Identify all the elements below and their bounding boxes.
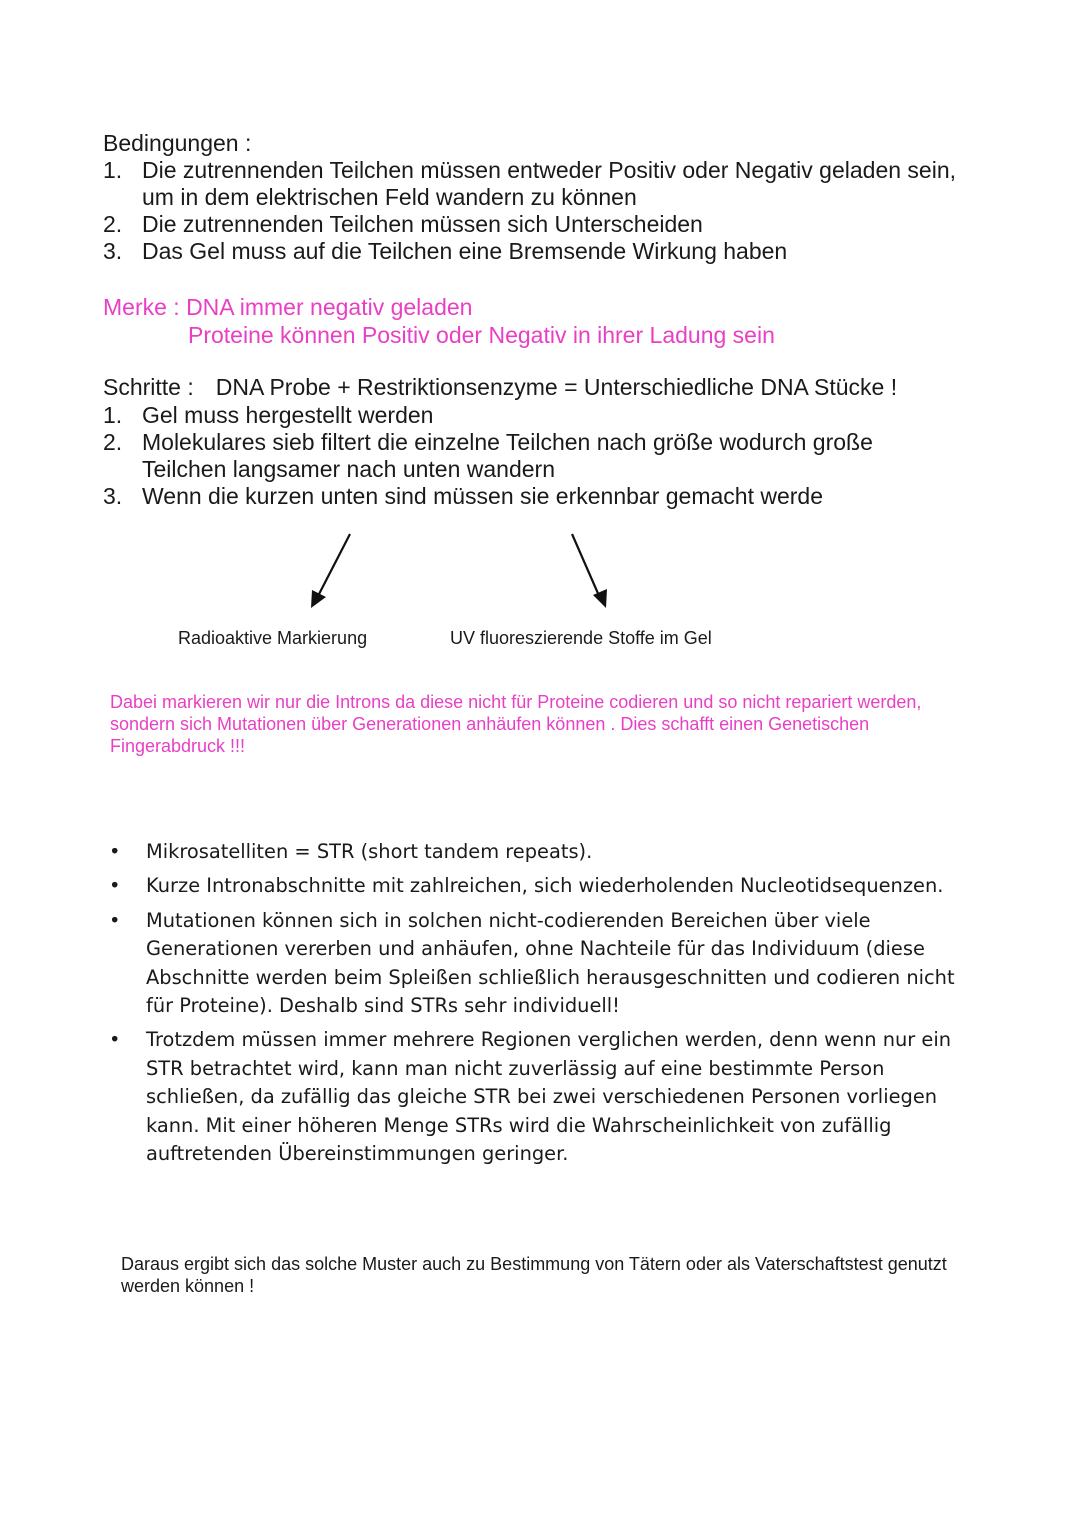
method-uv: UV fluoreszierende Stoffe im Gel: [450, 628, 712, 648]
list-text: Die zutrennenden Teilchen müssen sich Unterscheiden: [142, 211, 703, 237]
bedingungen-list: [103, 157, 993, 265]
list-text: Gel muss hergestellt werden: [142, 402, 434, 428]
list-number: 1.: [103, 402, 123, 428]
arrow-down-left-icon: [311, 534, 350, 608]
list-item: [103, 157, 993, 211]
list-item: [105, 838, 985, 866]
dabei-note: Dabei markieren wir nur die Introns da diese nicht für Proteine codieren und so nicht repariert werden, sondern sich Mutationen über Generationen anhäufen können . Dies schafft einen Genetischen Fingerabdruck !!!: [110, 692, 922, 756]
list-item: [103, 483, 913, 510]
list-item: [105, 907, 985, 1021]
list-number: 2.: [103, 429, 123, 455]
list-item: [103, 429, 913, 483]
bullet-icon: •: [109, 840, 121, 863]
merke-note: [103, 293, 775, 349]
bullet-icon: •: [109, 1028, 121, 1052]
list-item: [105, 872, 985, 900]
schritte-heading: [103, 374, 897, 401]
bullet-text: Trotzdem müssen immer mehrere Regionen verglichen werden, denn wenn nur ein STR betrachtet wird, kann man nicht zuverlässig auf eine bestimmte Person schließen, da zufällig das gleiche STR bei zwei verschiedenen Personen vorliegen kann. Mit einer höheren Menge STRs wird die Wahrscheinlichkeit von zufällig auftretenden Übereinstimmungen geringer.: [146, 1028, 952, 1166]
list-item: [103, 238, 993, 265]
list-item: [103, 402, 913, 429]
list-text: Die zutrennenden Teilchen müssen entweder Positiv oder Negativ geladen sein, um in dem elektrischen Feld wandern zu können: [142, 157, 957, 210]
merke-line-2: Proteine können Positiv oder Negativ in ihrer Ladung sein: [188, 322, 775, 348]
list-text: Wenn die kurzen unten sind müssen sie erkennbar gemacht werde: [142, 483, 824, 509]
str-bullet-list: [105, 838, 985, 1174]
bullet-icon: •: [109, 908, 121, 932]
list-number: 3.: [103, 483, 123, 509]
bullet-text: Kurze Intronabschnitte mit zahlreichen, sich wiederholenden Nucleotidsequenzen.: [146, 874, 944, 898]
bullet-text: Mutationen können sich in solchen nicht-codierenden Bereichen über viele Generationen vererben und anhäufen, ohne Nachteile für das Individuum (diese Abschnitte werden beim Spleißen schließlich herausgeschnitten und codieren nicht für Proteine). Deshalb sind STRs sehr individuell!: [146, 908, 955, 1018]
arrow-down-right-icon: [572, 534, 607, 608]
list-text: Molekulares sieb filtert die einzelne Teilchen nach größe wodurch große Teilchen langsamer nach unten wandern: [142, 429, 873, 482]
bullet-text: Mikrosatelliten = STR (short tandem repeats).: [146, 840, 593, 863]
list-number: 2.: [103, 211, 123, 237]
list-text: Das Gel muss auf die Teilchen eine Bremsende Wirkung haben: [142, 238, 788, 264]
method-arrows: [300, 528, 620, 618]
bedingungen-title: Bedingungen :: [103, 130, 252, 156]
merke-line-1: Merke : DNA immer negativ geladen: [103, 294, 473, 320]
method-radioactive: Radioaktive Markierung: [178, 628, 368, 648]
schritte-label: Schritte :: [103, 374, 194, 400]
list-item: [105, 1026, 985, 1168]
conclusion-text: Daraus ergibt sich das solche Muster auch zu Bestimmung von Tätern oder als Vaterschaftstest genutzt werden können !: [121, 1254, 947, 1296]
bullet-icon: •: [109, 874, 121, 898]
schritte-list: [103, 402, 913, 510]
list-item: [103, 211, 993, 238]
list-number: 3.: [103, 238, 123, 264]
schritte-equation: DNA Probe + Restriktionsenzyme = Unterschiedliche DNA Stücke !: [215, 374, 898, 400]
list-number: 1.: [103, 157, 123, 183]
